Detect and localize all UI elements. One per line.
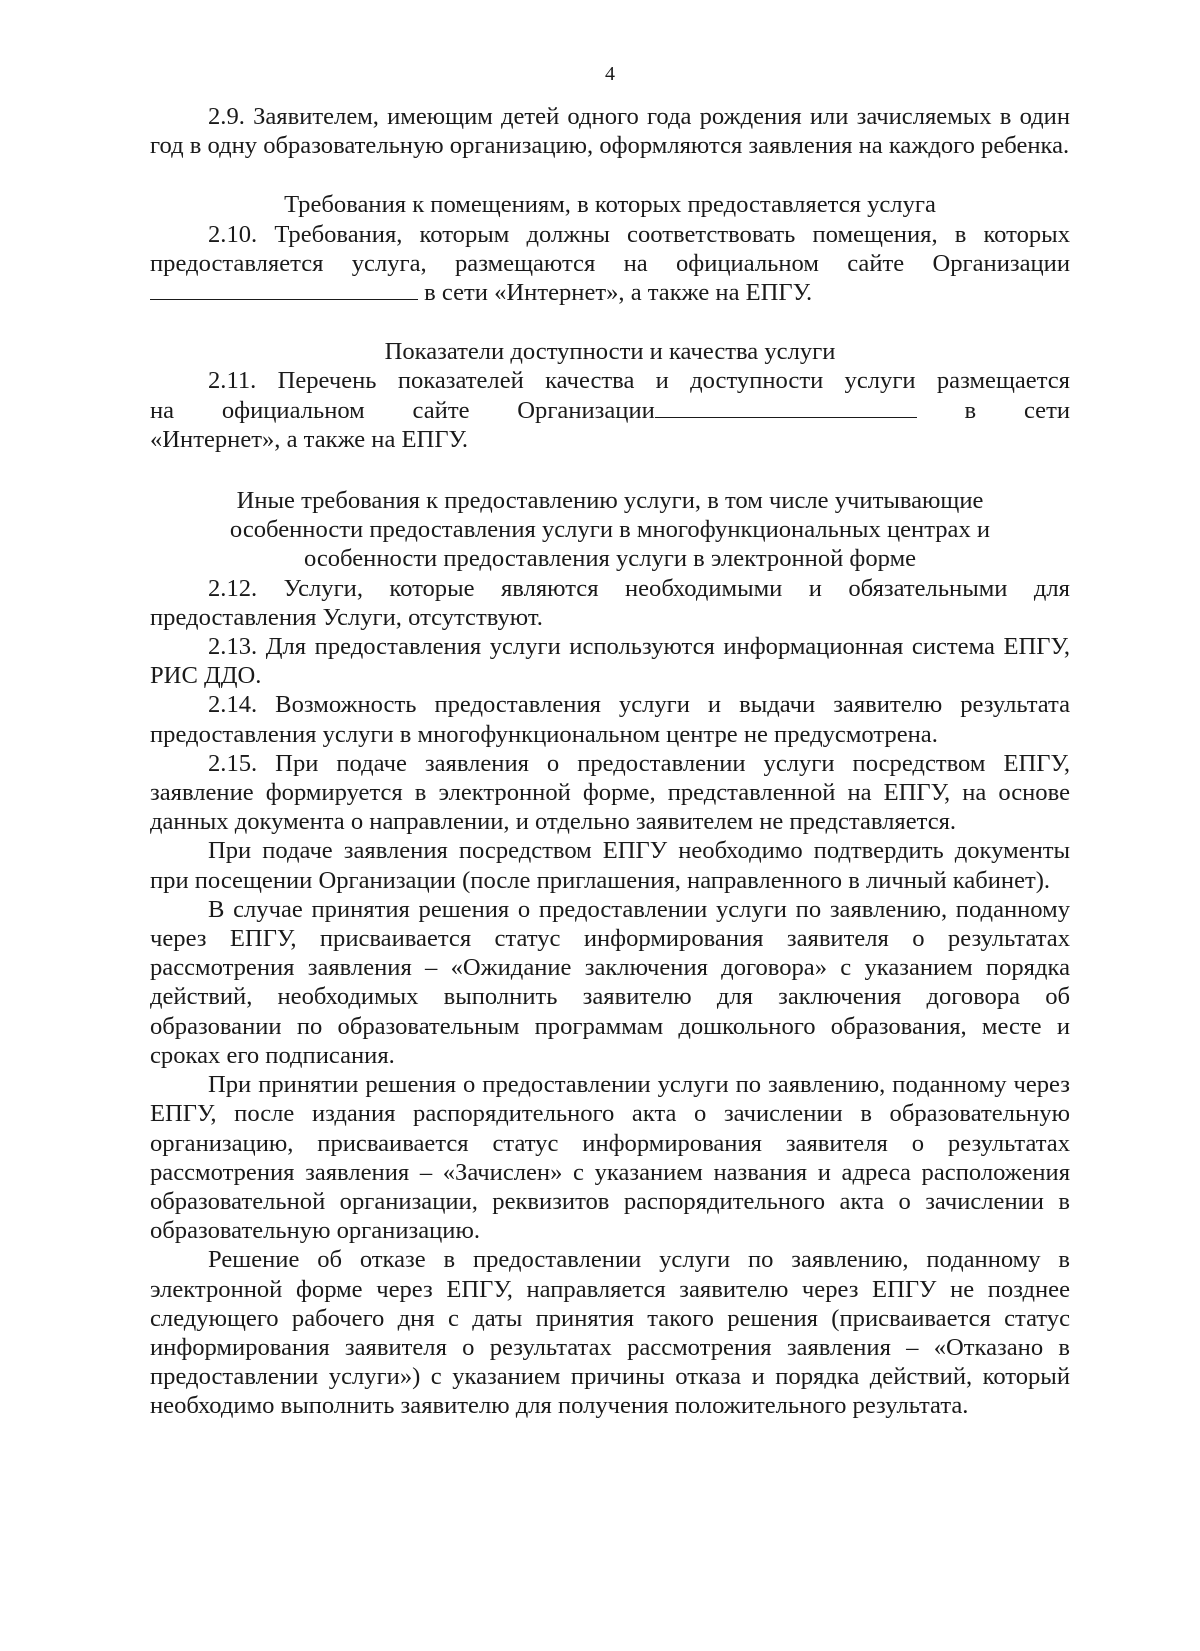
paragraph-enrolled-status: При принятии решения о предоставлении услуги по заявлению, поданному через ЕПГУ, после издания распорядительного акта о зачислении в образовательную организацию, присваивается статус информирования заявителя о результатах рассмотрения заявления – «Зачислен» с указанием названия и адреса расположения образовательной организации, реквизитов распорядительного акта о зачислении в образовательную организацию. (150, 1071, 1070, 1245)
paragraph-refusal: Решение об отказе в предоставлении услуги по заявлению, поданному в электронной форме через ЕПГУ, направляется заявителю через ЕПГУ не позднее следующего рабочего дня с даты принятия такого решения (присваивается статус информирования заявителя о результатах рассмотрения заявления – «Отказано в предоставлении услуги») с указанием причины отказа и порядка действий, который необходимо выполнить заявителю для получения положительного результата. (150, 1246, 1070, 1420)
section-heading-other (150, 486, 1070, 574)
document-page (150, 62, 1070, 1421)
paragraph-2-12: 2.12. Услуги, которые являются необходимыми и обязательными для предоставления Услуги, отсутствуют. (150, 574, 1070, 631)
section-heading-quality: Показатели доступности и качества услуги (384, 338, 836, 366)
section-heading-premises: Требования к помещениям, в которых предоставляется услуга (284, 191, 936, 219)
paragraph-2-10-tail: в сети «Интернет», а также на ЕПГУ. (418, 279, 813, 307)
page-number: 4 (605, 63, 615, 85)
paragraph-2-11-right: в сети (964, 396, 1070, 424)
paragraph-2-10 (150, 220, 1070, 308)
blank-line (655, 397, 917, 418)
blank-line (150, 279, 418, 300)
paragraph-2-11-line-3: «Интернет», а также на ЕПГУ. (150, 425, 469, 453)
paragraph-2-14: 2.14. Возможность предоставления услуги и выдачи заявителю результата предоставления услуги в многофункциональном центре не предусмотрена. (150, 691, 1070, 748)
paragraph-decision-granted: В случае принятия решения о предоставлении услуги по заявлению, поданному через ЕПГУ, присваивается статус информирования заявителя о результатах рассмотрения заявления – «Ожидание заключения договора» с указанием порядка действий, необходимых выполнить заявителю для заключения договора об образовании по образовательным программам дошкольного образования, месте и сроках его подписания. (150, 895, 1070, 1069)
paragraph-2-11-line-2 (150, 396, 1070, 425)
section-heading-other-line-3: особенности предоставления услуги в электронной форме (303, 545, 917, 573)
paragraph-2-9: 2.9. Заявителем, имеющим детей одного года рождения или зачисляемых в один год в одну образовательную организацию, оформляются заявления на каждого ребенка. (150, 103, 1070, 160)
section-heading-other-line-2: особенности предоставления услуги в многофункциональных центрах и (229, 516, 991, 544)
paragraph-2-10-text: 2.10. Требования, которым должны соответствовать помещения, в которых предоставляется услуга, размещаются на официальном сайте Организации (150, 220, 1070, 277)
paragraph-confirm-documents: При подаче заявления посредством ЕПГУ необходимо подтвердить документы при посещении Организации (после приглашения, направленного в личный кабинет). (150, 837, 1070, 894)
paragraph-2-15: 2.15. При подаче заявления о предоставлении услуги посредством ЕПГУ, заявление формируется в электронной форме, представленной на ЕПГУ, на основе данных документа о направлении, и отдельно заявителем не представляется. (150, 749, 1070, 836)
paragraph-2-11-left: на официальном сайте Организации (150, 396, 655, 424)
paragraph-2-11: 2.11. Перечень показателей качества и доступности услуги размещается (208, 367, 1070, 395)
section-heading-other-line-1: Иные требования к предоставлению услуги, в том числе учитывающие (236, 487, 984, 515)
paragraph-2-13: 2.13. Для предоставления услуги используются информационная система ЕПГУ, РИС ДДО. (150, 633, 1070, 690)
